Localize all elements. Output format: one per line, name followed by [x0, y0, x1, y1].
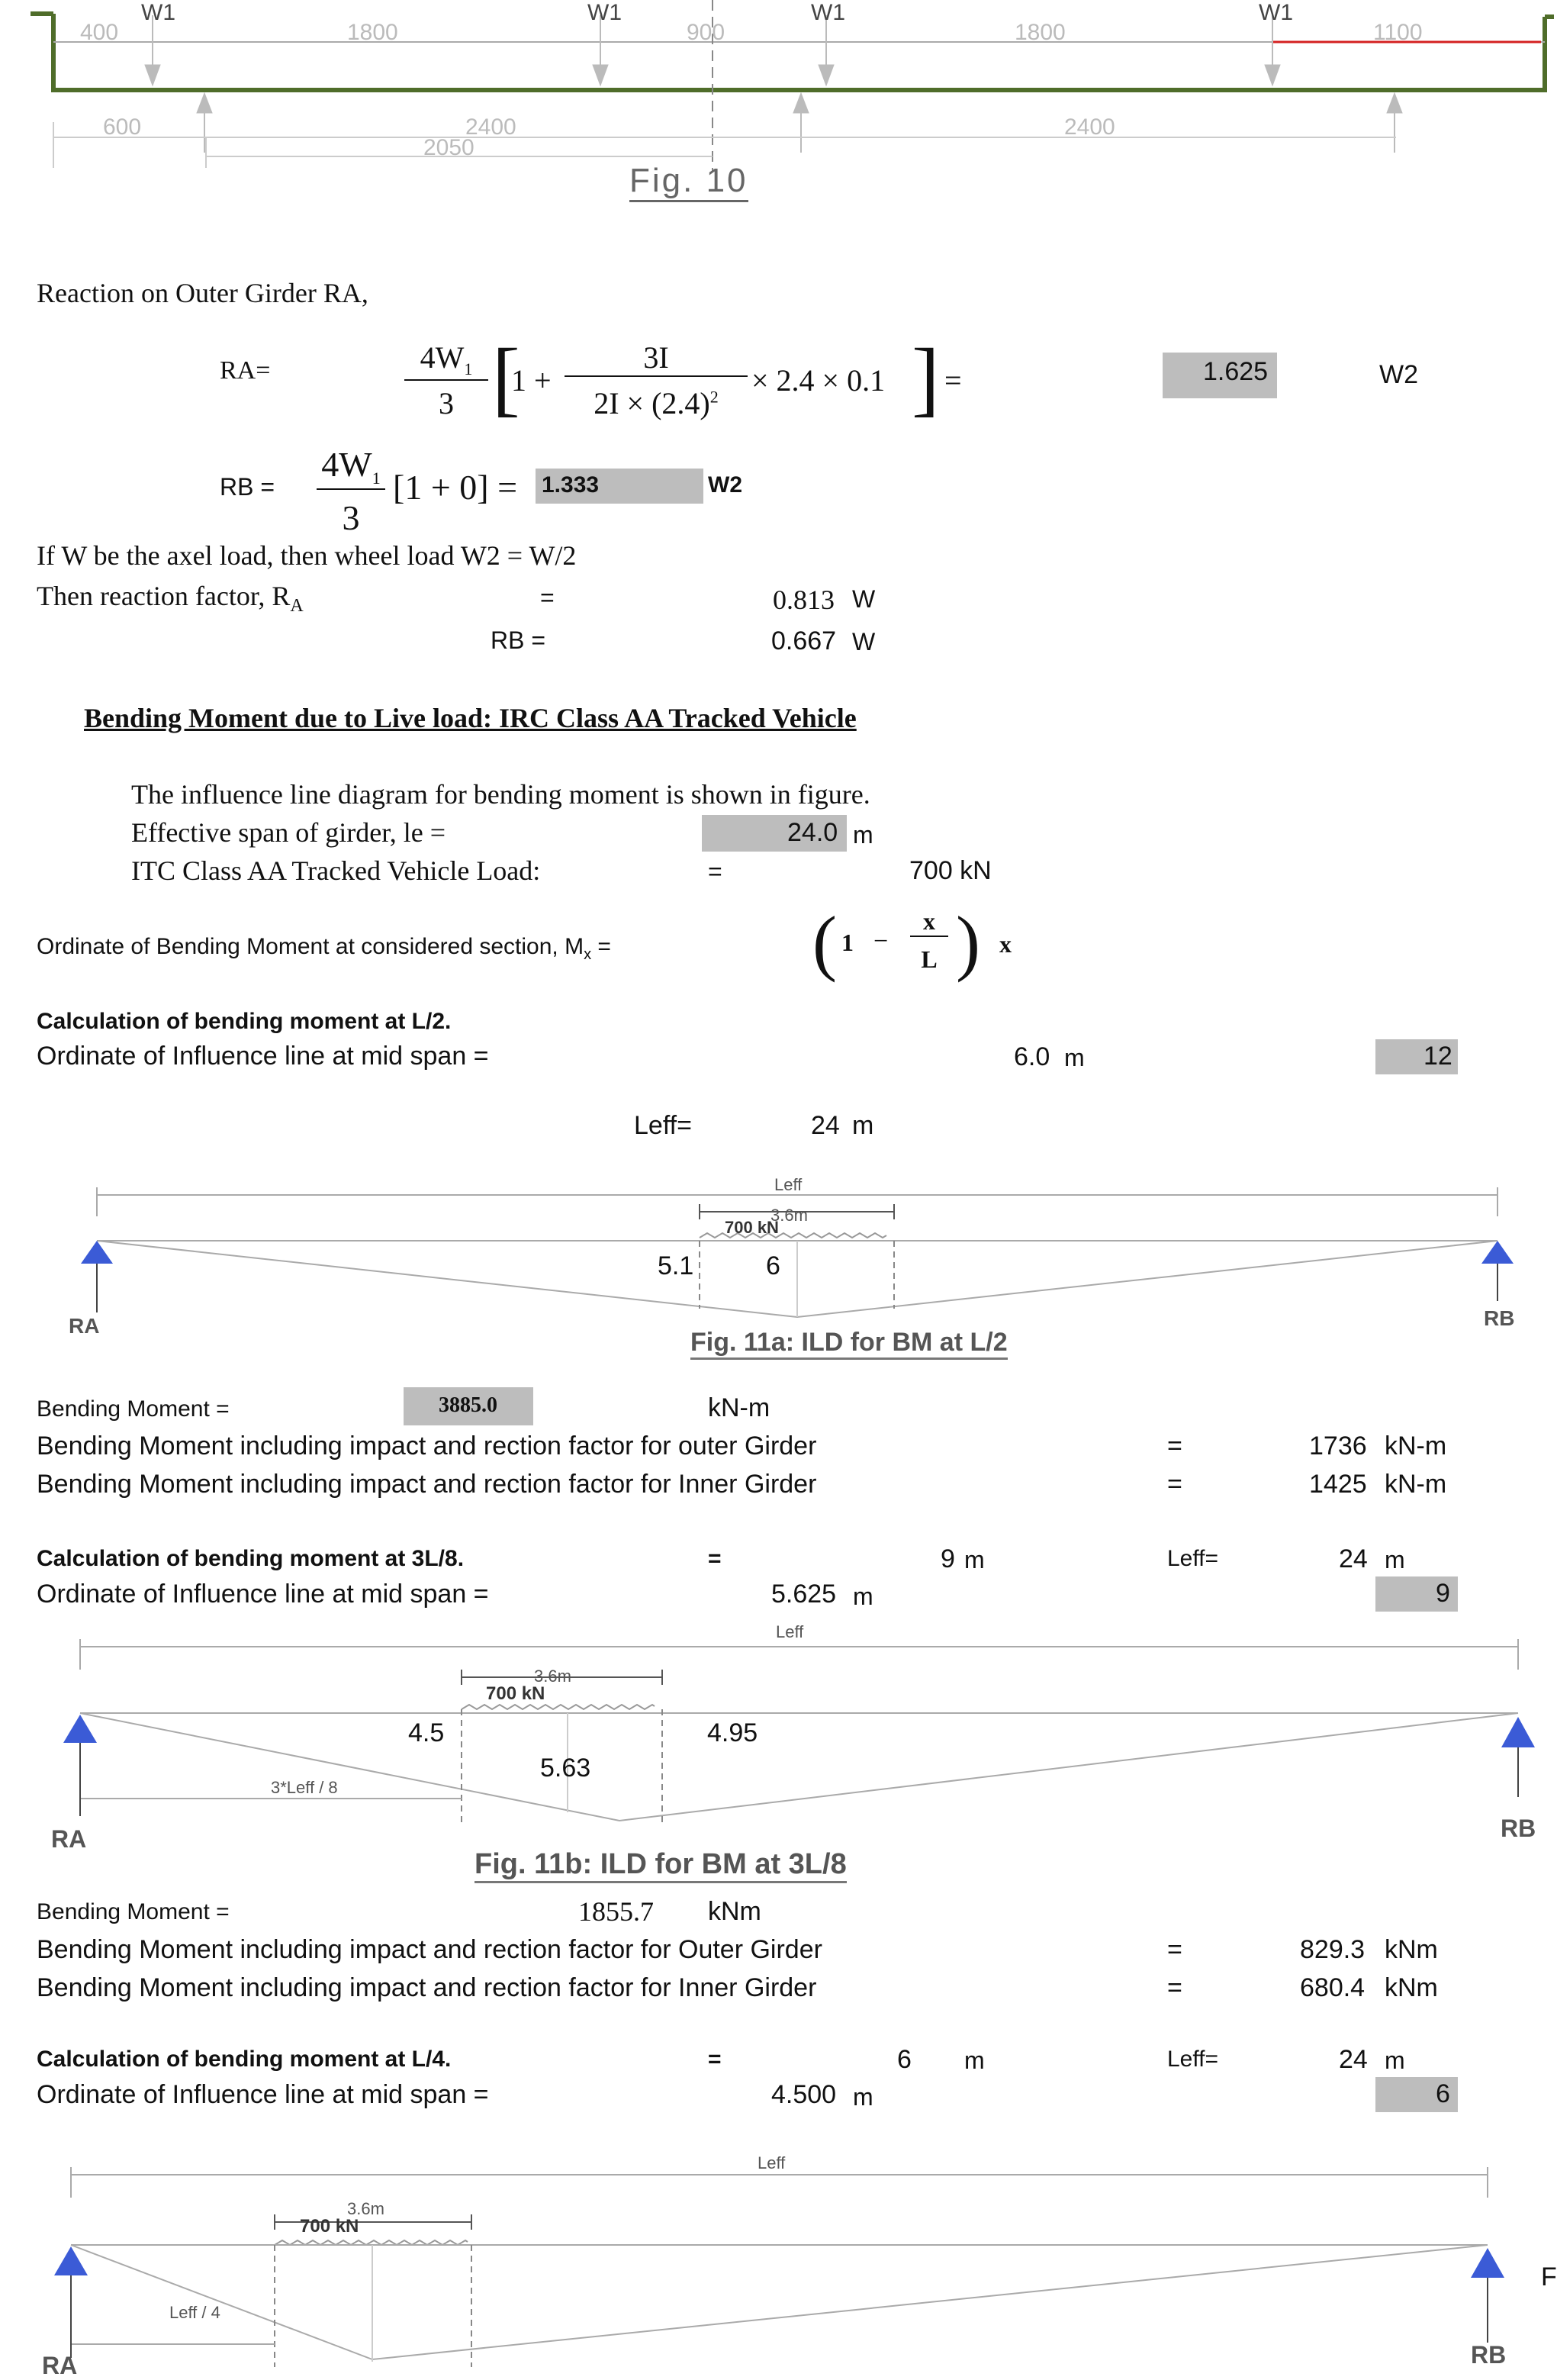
tl8-outer-unit: kNm: [1385, 1935, 1438, 1964]
mid-outer-unit: kN-m: [1385, 1432, 1447, 1461]
load-label: ITC Class AA Tracked Vehicle Load:: [131, 855, 541, 886]
edge-letter: F: [1541, 2262, 1557, 2291]
tl8-outer-value: 829.3: [1300, 1935, 1366, 1964]
mid-inner-eq: =: [1167, 1470, 1182, 1499]
leff-label: Leff: [774, 1175, 803, 1194]
dist-label: 3*Leff / 8: [271, 1778, 338, 1797]
span-unit: m: [853, 821, 873, 849]
mid-outer-label: Bending Moment including impact and rection factor for outer Girder: [37, 1432, 817, 1461]
ordinate-formula: ( 1 − x L ) x: [812, 901, 1012, 983]
ra-support-label: RA: [69, 1314, 100, 1338]
ild-diagram-quarter: [0, 2152, 1554, 2367]
tl8-box-value: 9: [1436, 1579, 1450, 1608]
tl8-inner-eq: =: [1167, 1973, 1182, 2002]
rb-value: 1.333: [542, 472, 600, 498]
dim-label: 2050: [423, 135, 474, 160]
dist-label: Leff / 4: [169, 2303, 220, 2322]
tl8-leff-label: Leff=: [1167, 1546, 1219, 1571]
dim-label: 600: [103, 114, 142, 140]
fig10-caption: Fig. 10: [629, 162, 748, 202]
tl8-inner-label: Bending Moment including impact and rection factor for Inner Girder: [37, 1973, 817, 2002]
tl8-bm-value: 1855.7: [578, 1896, 654, 1927]
tl8-ordinate-label: Ordinate of Influence line at mid span =: [37, 1580, 489, 1609]
tl8-outer-label: Bending Moment including impact and rection factor for Outer Girder: [37, 1935, 822, 1964]
tl8-outer-eq: =: [1167, 1935, 1182, 1964]
dim-label: 400: [80, 20, 119, 45]
fig10-diagram: [0, 0, 1554, 206]
ordinate-value: 5.63: [540, 1754, 591, 1783]
tl8-ordinate-value: 5.625: [771, 1580, 837, 1609]
ra-label: RA=: [220, 356, 271, 385]
rb-support-label: RB: [1484, 1306, 1515, 1330]
dim-label: 3.6m: [770, 1206, 808, 1225]
mid-bm-value: 3885.0: [439, 1393, 497, 1417]
load-label: 700 kN: [725, 1218, 779, 1237]
load-label: 700 kN: [486, 1683, 545, 1704]
dim-label: 2400: [1064, 114, 1115, 140]
tl8-heading: Calculation of bending moment at 3L/8.: [37, 1546, 465, 1571]
tl8-leff-unit: m: [1385, 1546, 1405, 1573]
ra-support-label: RA: [51, 1825, 87, 1853]
mid-ordinate-unit: m: [1064, 1044, 1085, 1071]
mid-box-value: 12: [1423, 1042, 1452, 1071]
mid-leff-value: 24: [811, 1111, 840, 1140]
ild-text: The influence line diagram for bending moment is shown in figure.: [131, 779, 870, 810]
mid-bm-label: Bending Moment =: [37, 1396, 230, 1422]
dim-label: 1800: [347, 20, 398, 45]
q-ordinate-value: 4.500: [771, 2080, 837, 2109]
rb-label2: RB =: [491, 626, 546, 654]
bm-heading: Bending Moment due to Live load: IRC Class AA Tracked Vehicle: [84, 703, 857, 733]
reaction-factor-text: Then reaction factor, $R_A$: [37, 581, 304, 617]
dim-label: 2400: [465, 114, 516, 140]
ordinate-value: 4.95: [707, 1718, 758, 1747]
axel-load-text: If W be the axel load, then wheel load W2 = W/2: [37, 540, 577, 571]
q-leff-value: 24: [1339, 2045, 1368, 2074]
tl8-x-value: 9: [941, 1544, 955, 1573]
fig11a-caption: Fig. 11a: ILD for BM at L/2: [690, 1328, 1008, 1360]
mid-outer-eq: =: [1167, 1432, 1182, 1461]
fig11b-caption: Fig. 11b: ILD for BM at 3L/8: [474, 1848, 847, 1883]
ordinate-value: 5.1: [658, 1251, 694, 1280]
mid-ordinate-label: Ordinate of Influence line at mid span =: [37, 1042, 489, 1071]
q-eq: =: [708, 2047, 722, 2072]
load-value: 700 kN: [909, 856, 992, 885]
q-ordinate-label: Ordinate of Influence line at mid span =: [37, 2080, 489, 2109]
ra-value: 1.625: [1203, 357, 1269, 386]
tl8-leff-value: 24: [1339, 1544, 1368, 1573]
equals: =: [540, 584, 555, 611]
rb-formula: $4W_1$ 3 [1 + 0] =: [317, 444, 530, 543]
mid-inner-value: 1425: [1309, 1470, 1367, 1499]
q-leff-label: Leff=: [1167, 2047, 1219, 2072]
mid-ordinate-value: 6.0: [1014, 1042, 1050, 1071]
ild-diagram-3l8: [0, 1625, 1554, 1885]
q-x-value: 6: [897, 2045, 912, 2074]
rb-support-label: RB: [1501, 1815, 1536, 1842]
mid-outer-value: 1736: [1309, 1432, 1367, 1461]
factor-ra-value: 0.813: [773, 585, 835, 615]
q-heading: Calculation of bending moment at L/4.: [37, 2047, 452, 2072]
wheel-label: W1: [1259, 0, 1293, 25]
tl8-bm-unit: kNm: [708, 1897, 761, 1926]
q-box-value: 6: [1436, 2079, 1450, 2108]
span-label: Effective span of girder, le =: [131, 817, 446, 848]
reaction-title: Reaction on Outer Girder RA,: [37, 278, 368, 308]
wheel-label: W1: [141, 0, 175, 25]
wheel-label: W1: [811, 0, 845, 25]
rb-support-label: RB: [1471, 2341, 1507, 2369]
ra-support-label: RA: [42, 2352, 78, 2379]
tl8-eq: =: [708, 1546, 722, 1571]
mid-inner-label: Bending Moment including impact and rection factor for Inner Girder: [37, 1470, 817, 1499]
mid-leff-label: Leff=: [634, 1111, 692, 1140]
mid-leff-unit: m: [852, 1111, 874, 1140]
span-value: 24.0: [787, 818, 838, 847]
mid-inner-unit: kN-m: [1385, 1470, 1447, 1499]
factor-rb-value: 0.667: [771, 626, 837, 655]
tl8-x-unit: m: [964, 1546, 985, 1573]
load-eq: =: [708, 858, 722, 885]
q-x-unit: m: [964, 2047, 985, 2074]
tl8-inner-unit: kNm: [1385, 1973, 1438, 2002]
ordinate-label: Ordinate of Bending Moment at considered section, $M_x$ =: [37, 934, 611, 963]
mid-heading: Calculation of bending moment at L/2.: [37, 1009, 452, 1034]
load-label: 700 kN: [300, 2216, 359, 2237]
tl8-inner-value: 680.4: [1300, 1973, 1366, 2002]
factor-rb-unit: W: [852, 628, 876, 655]
rb-unit: W2: [708, 472, 742, 498]
ra-formula: $4W_1$ 3 [ 1 + 3I $2I \times (2.4)^2$ × 2.4 × 0.1 ] =: [404, 340, 984, 431]
tl8-bm-label: Bending Moment =: [37, 1899, 230, 1924]
ra-unit: W2: [1379, 360, 1418, 389]
tl8-ordinate-unit: m: [853, 1583, 873, 1610]
ordinate-value: 6: [766, 1251, 780, 1280]
dim-label: 3.6m: [347, 2199, 384, 2218]
ordinate-value: 4.5: [408, 1718, 445, 1747]
mid-bm-unit: kN-m: [708, 1393, 770, 1422]
dim-label: 900: [687, 20, 725, 45]
q-leff-unit: m: [1385, 2047, 1405, 2074]
wheel-label: W1: [587, 0, 622, 25]
q-ordinate-unit: m: [853, 2083, 873, 2111]
leff-label: Leff: [758, 2153, 786, 2172]
dim-label: 1800: [1015, 20, 1066, 45]
rb-label: RB =: [220, 473, 275, 501]
dim-label: 3.6m: [534, 1667, 571, 1686]
dim-label: 1100: [1373, 20, 1423, 45]
leff-label: Leff: [776, 1622, 804, 1641]
factor-ra-unit: W: [852, 585, 876, 613]
